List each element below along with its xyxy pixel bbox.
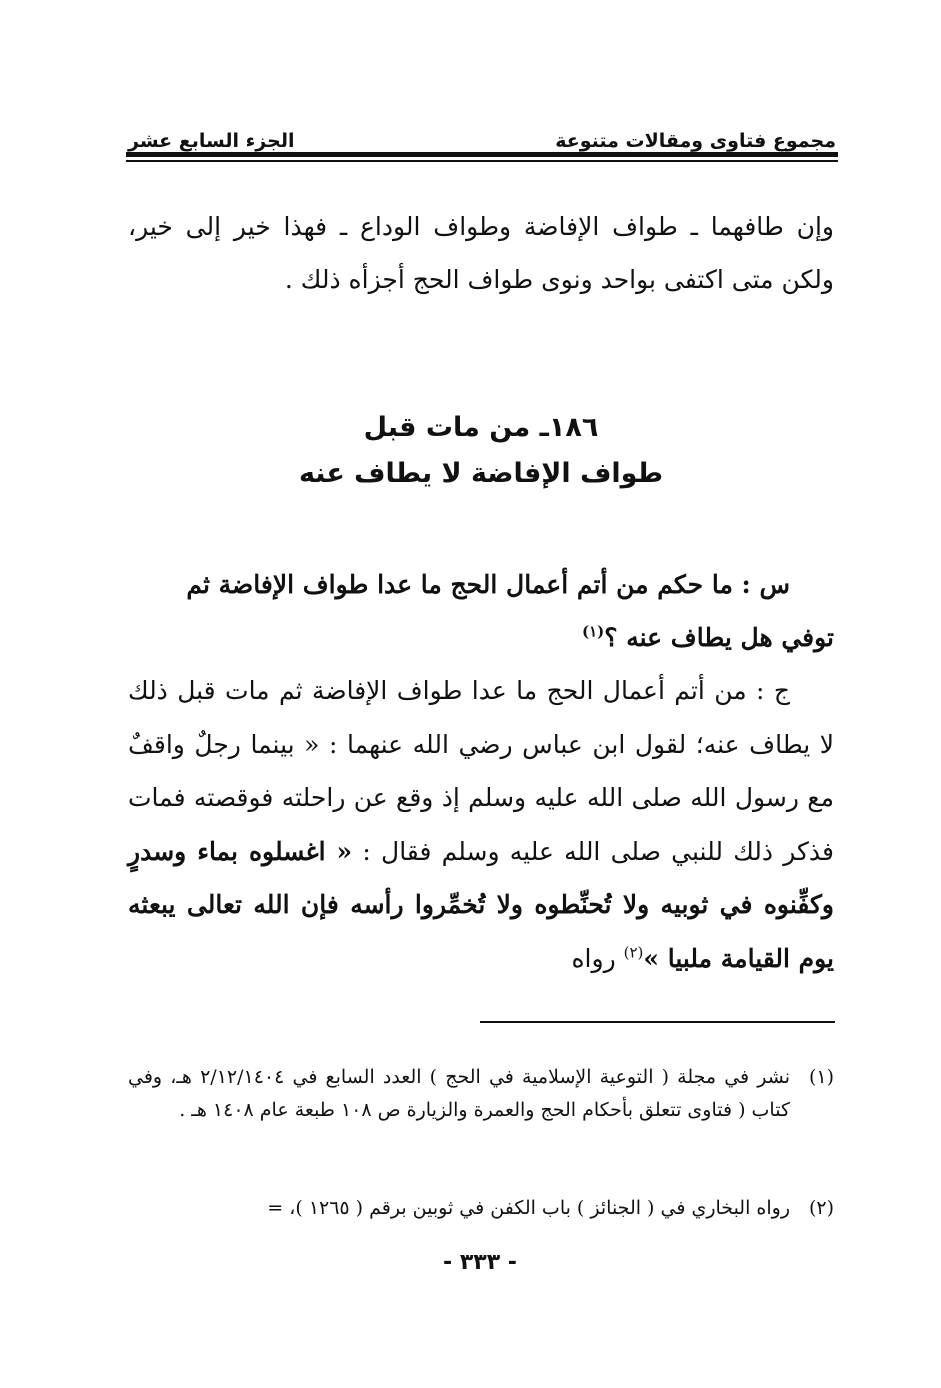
header-volume: الجزء السابع عشر xyxy=(128,130,295,152)
footnote-1-text: نشر في مجلة ( التوعية الإسلامية في الحج ) العدد السابع في ٢/١٢/١٤٠٤ هـ، وفي كتاب ( فتاوى تتعلق بأحكام الحج والعمرة والزيارة ص ١٠٨ طبعة عام ١٤٠٨ هـ . xyxy=(128,1066,790,1121)
footnote-separator xyxy=(480,1021,835,1023)
section-title-line1: ١٨٦ـ من مات قبل xyxy=(363,412,599,443)
header-rule-thick xyxy=(126,152,838,157)
answer-text-end: رواه xyxy=(571,943,624,973)
footnote-ref-2: (٢) xyxy=(623,943,644,962)
running-header xyxy=(128,118,836,152)
footnote-ref-1: (١) xyxy=(581,622,605,641)
section-title-line2: طواف الإفاضة لا يطاف عنه xyxy=(298,458,664,489)
answer-text: ج : من أتم أعمال الحج ما عدا طواف الإفاضة ثم مات قبل ذلك لا يطاف عنه؛ لقول ابن عباس رضي الله عنهما : « بينما رجلٌ واقفٌ مع رسول الله صلى الله عليه وسلم إذ وقع عن راحلته فوقصته فمات فذكر ذلك للنبي صلى الله عليه وسلم فقال : xyxy=(128,676,834,866)
answer-paragraph xyxy=(128,664,834,985)
question-paragraph xyxy=(128,558,834,664)
intro-paragraph: وإن طافهما ـ طواف الإفاضة وطواف الوداع ـ فهذا خير إلى خير، ولكن متى اكتفى بواحد ونوى طواف الحج أجزأه ذلك . xyxy=(128,212,834,294)
header-book-title: مجموع فتاوى ومقالات متنوعة xyxy=(555,130,836,152)
footnote-1 xyxy=(128,1061,834,1127)
footnote-2-text: رواه البخاري في ( الجنائز ) باب الكفن في ثوبين برقم ( ١٢٦٥ )، = xyxy=(267,1197,790,1219)
footnote-1-number: (١) xyxy=(808,1066,834,1088)
footnote-2 xyxy=(128,1192,834,1225)
hadith-quote: « اغسلوه بماء وسدرٍ وكفِّنوه في ثوبيه ولا تُحنِّطوه ولا تُخمِّروا رأسه فإن الله تعالى يبعثه يوم القيامة ملبيا » xyxy=(128,836,834,973)
footnote-2-number: (٢) xyxy=(808,1197,834,1219)
header-rule-thin xyxy=(126,160,838,162)
page-number: - ٣٣٣ - xyxy=(443,1250,517,1275)
question-text: س : ما حكم من أتم أعمال الحج ما عدا طواف الإفاضة ثم توفي هل يطاف عنه ؟ xyxy=(186,570,834,652)
